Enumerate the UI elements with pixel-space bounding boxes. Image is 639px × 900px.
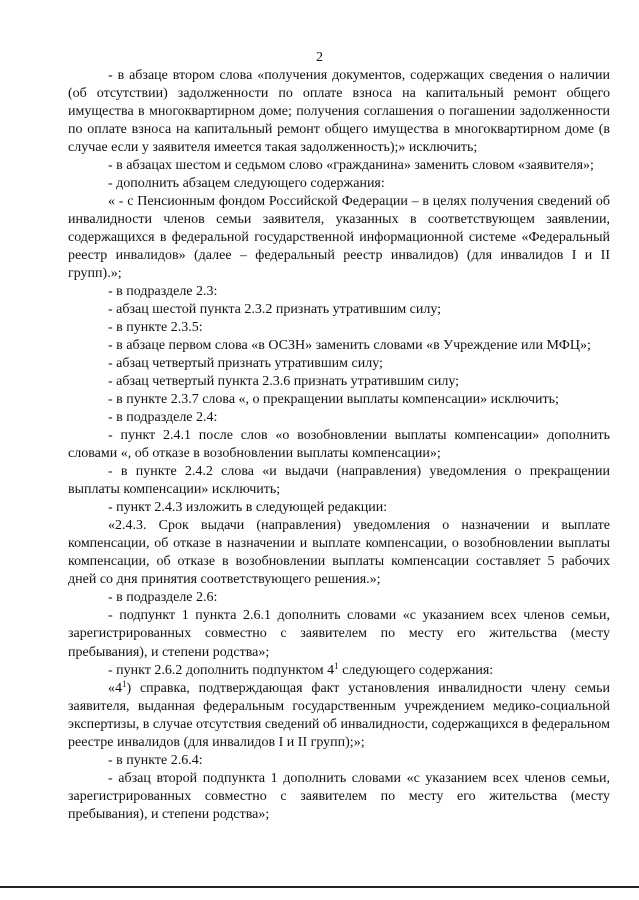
paragraph: - в подразделе 2.6: <box>108 590 218 606</box>
paragraph: - пункт 2.4.1 после слов «о возобновлении выплаты компенсации» дополнить словами «, об отказе в возобновлении выплаты компенсации»; <box>68 428 610 462</box>
paragraph: « - с Пенсионным фондом Российской Федерации – в целях получения сведений об инвалидности членов семьи заявителя, указанных в соответствующем заявлении, содержащихся в федеральной государственной информационной системе «Федеральный реестр инвалидов» (далее – федеральный реестр инвалидов) (для инвалидов I и II групп).»; <box>68 194 610 282</box>
paragraph: - абзац второй подпункта 1 дополнить словами «с указанием всех членов семьи, зарегистрированных совместно с заявителем по месту его жительства (месту пребывания), и степени родства»; <box>68 770 610 822</box>
text-run: - пункт 2.6.2 дополнить подпунктом 4 <box>108 662 335 678</box>
paragraph: - в пункте 2.6.4: <box>108 752 203 768</box>
paragraph: - пункт 2.4.3 изложить в следующей редакции: <box>108 500 388 516</box>
paragraph: - дополнить абзацем следующего содержания: <box>108 176 385 192</box>
paragraph: - в подразделе 2.4: <box>108 410 218 426</box>
page-number: 2 <box>316 50 323 65</box>
paragraph: - в пункте 2.4.2 слова «и выдачи (направления) уведомления о прекращении выплаты компенсации» исключить; <box>68 464 610 498</box>
paragraph: - в абзаце первом слова «в ОСЗН» заменить словами «в Учреждение или МФЦ»; <box>108 338 591 354</box>
paragraph-with-superscript <box>68 680 610 752</box>
paragraph: - в пункте 2.3.7 слова «, о прекращении выплаты компенсации» исключить; <box>108 392 559 408</box>
superscript: 1 <box>122 678 127 689</box>
paragraph: - абзац шестой пункта 2.3.2 признать утратившим силу; <box>108 302 442 318</box>
paragraph: «2.4.3. Срок выдачи (направления) уведомления о назначении и выплате компенсации, об отказе в назначении и выплате компенсации, о возобновлении выплаты компенсации, об отказе в возобновлении выплаты компенсации составляет 5 рабочих дней со дня принятия соответствующего решения.»; <box>68 518 610 588</box>
paragraph-with-superscript <box>68 662 610 680</box>
footer-rule <box>0 886 639 888</box>
text-run: следующего содержания: <box>338 662 494 678</box>
text-run: «4 <box>108 680 122 696</box>
superscript: 1 <box>334 660 339 671</box>
paragraph: - абзац четвертый пункта 2.3.6 признать утратившим силу; <box>108 374 460 390</box>
paragraph: - абзац четвертый признать утратившим силу; <box>108 356 383 372</box>
paragraph: - в абзаце втором слова «получения документов, содержащих сведения о наличии (об отсутствии) задолженности по оплате взноса на капитальный ремонт общего имущества в многоквартирном доме; получения соглашения о погашении задолженности по оплате взноса на капитальный ремонт общего имущества в многоквартирном доме (в случае если у заявителя имеется такая задолженность);» исключить; <box>68 68 610 156</box>
paragraph: - подпункт 1 пункта 2.6.1 дополнить словами «с указанием всех членов семьи, зарегистрированных совместно с заявителем по месту его жительства (месту пребывания), и степени родства»; <box>68 608 610 660</box>
paragraph: - в пункте 2.3.5: <box>108 320 203 336</box>
text-run: ) справка, подтверждающая факт установления инвалидности члену семьи заявителя, выданная федеральным государственным учреждением медико-социальной экспертизы, в случае отсутствия сведений об инвалидности, содержащихся в федеральном реестре инвалидов (для инвалидов I и II групп);»; <box>68 680 610 750</box>
document-body <box>68 67 610 824</box>
paragraph: - в подразделе 2.3: <box>108 284 218 300</box>
paragraph: - в абзацах шестом и седьмом слово «гражданина» заменить словом «заявителя»; <box>108 158 594 174</box>
